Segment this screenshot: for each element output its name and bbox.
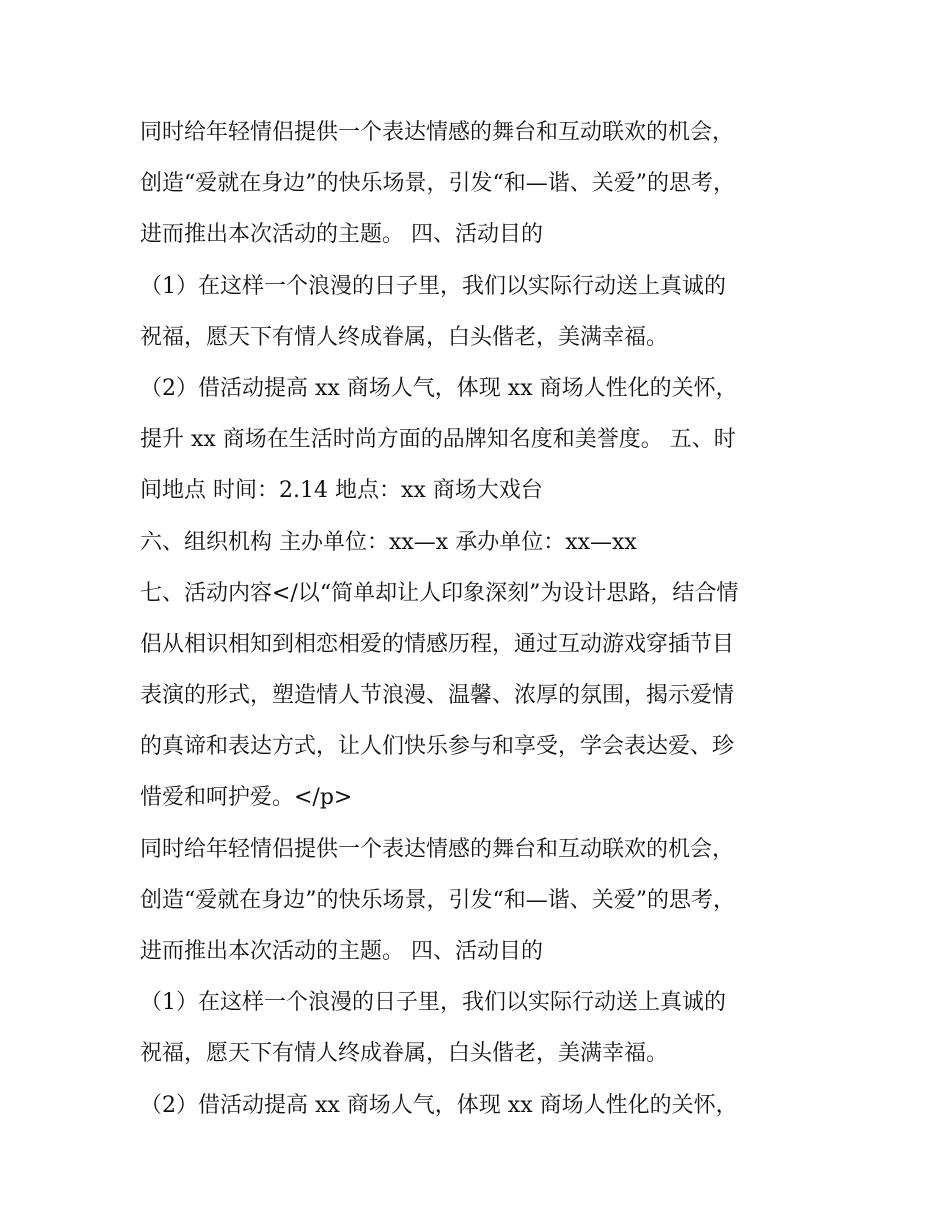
text-line: 进而推出本次活动的主题。 四、活动目的 <box>140 222 543 248</box>
text-line: （2）借活动提高 xx 商场人气，体现 xx 商场人性化的关怀， <box>140 1092 738 1118</box>
text-line: 创造“爱就在身边”的快乐场景，引发“和—谐、关爱”的思考， <box>140 887 735 913</box>
text-line: 同时给年轻情侣提供一个表达情感的舞台和互动联欢的机会， <box>140 120 735 145</box>
text-line: 侣从相识相知到相恋相爱的情感历程，通过互动游戏穿插节目 <box>140 631 735 657</box>
text-line: 表演的形式，塑造情人节浪漫、温馨、浓厚的氛围，揭示爱情 <box>140 683 735 709</box>
text-line: （1）在这样一个浪漫的日子里，我们以实际行动送上真诚的 <box>140 990 726 1016</box>
document-page <box>140 107 820 1131</box>
text-line: 惜爱和呵护爱。</p> <box>140 785 353 811</box>
text-line: 七、活动内容</以“简单却让人印象深刻”为设计思路，结合情 <box>140 580 739 606</box>
text-line: 进而推出本次活动的主题。 四、活动目的 <box>140 939 543 964</box>
text-line: 六、组织机构 主办单位：xx—x 承办单位：xx—xx <box>140 529 637 555</box>
text-line: 的真谛和表达方式，让人们快乐参与和享受，学会表达爱、珍 <box>140 734 735 760</box>
text-line: 提升 xx 商场在生活时尚方面的品牌知名度和美誉度。 五、时 <box>140 427 736 453</box>
text-line: （1）在这样一个浪漫的日子里，我们以实际行动送上真诚的 <box>140 273 726 299</box>
text-line: 间地点 时间：2.14 地点：xx 商场大戏台 <box>140 478 543 504</box>
text-line: 祝福，愿天下有情人终成眷属，白头偕老，美满幸福。 <box>140 324 669 350</box>
text-line: 创造“爱就在身边”的快乐场景，引发“和—谐、关爱”的思考， <box>140 171 735 197</box>
text-line: 同时给年轻情侣提供一个表达情感的舞台和互动联欢的机会， <box>140 836 735 862</box>
text-line: 祝福，愿天下有情人终成眷属，白头偕老，美满幸福。 <box>140 1041 669 1067</box>
text-line: （2）借活动提高 xx 商场人气，体现 xx 商场人性化的关怀， <box>140 375 738 401</box>
